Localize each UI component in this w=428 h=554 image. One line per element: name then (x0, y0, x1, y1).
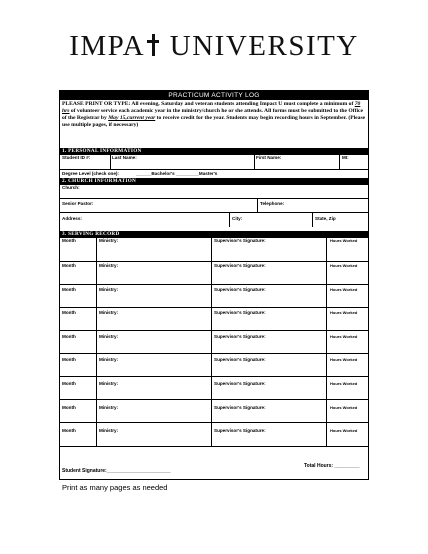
hours-worked-label: Hours Worked (330, 334, 358, 339)
divider (326, 307, 327, 330)
divider (326, 238, 327, 261)
divider (96, 261, 97, 284)
divider (326, 422, 327, 446)
divider (60, 307, 368, 308)
ministry-label: Ministry: (99, 238, 119, 243)
month-label: Month (62, 428, 76, 433)
divider (339, 155, 340, 169)
hours-worked-label: Hours Worked (330, 381, 358, 386)
divider (60, 330, 368, 331)
divider (326, 399, 327, 422)
section-personal-heading: 1. PERSONAL INFORMATION (60, 148, 368, 155)
ministry-label: Ministry: (99, 428, 119, 433)
instructions-part2: of volunteer service each academic year in the ministry/church he or she attends. All forms must be submitted to the Office of the Registrar by (62, 108, 363, 122)
month-label: Month (62, 405, 76, 410)
divider (96, 284, 97, 307)
divider (211, 307, 212, 330)
ministry-label: Ministry: (99, 357, 119, 362)
month-label: Month (62, 357, 76, 362)
ministry-label: Ministry: (99, 263, 119, 268)
divider (211, 376, 212, 399)
degree-label: Degree Level (check one): (62, 171, 119, 176)
divider (326, 376, 327, 399)
divider (96, 422, 97, 446)
divider (60, 446, 368, 447)
divider (229, 212, 230, 227)
divider (60, 376, 368, 377)
divider (326, 261, 327, 284)
cross-icon (146, 34, 160, 56)
month-label: Month (62, 310, 76, 315)
divider (60, 261, 368, 262)
supervisor-signature-label: Supervisor's Signature: (214, 357, 266, 362)
total-hours[interactable]: Total Hours: _________ (304, 463, 360, 469)
practicum-form (59, 90, 369, 480)
divider (211, 284, 212, 307)
last-name-label: Last Name: (112, 155, 137, 160)
section-serving-heading: 3. SERVING RECORD (60, 231, 368, 238)
hours-worked-label: Hours Worked (330, 405, 358, 410)
divider (326, 284, 327, 307)
divider (96, 353, 97, 376)
divider (211, 261, 212, 284)
divider (96, 307, 97, 330)
divider (211, 238, 212, 261)
section-church-heading: 2. CHURCH INFORMATION (60, 178, 368, 185)
telephone-label: Telephone: (260, 201, 285, 206)
divider (326, 330, 327, 353)
divider (211, 330, 212, 353)
divider (60, 212, 368, 213)
logo-text-start: IMPA (69, 30, 146, 62)
divider (60, 198, 368, 199)
instructions-part1: PLEASE PRINT OR TYPE: All evening, Saturday and veteran students attending Impact U must complete a minimum of (62, 101, 355, 107)
hours-worked-label: Hours Worked (330, 310, 358, 315)
student-id-label: Student ID #: (62, 155, 91, 160)
state-zip-label: State, Zip (315, 216, 336, 221)
divider (60, 399, 368, 400)
mi-label: MI: (342, 155, 349, 160)
ministry-label: Ministry: (99, 405, 119, 410)
month-label: Month (62, 334, 76, 339)
divider (60, 284, 368, 285)
supervisor-signature-label: Supervisor's Signature: (214, 334, 266, 339)
month-label: Month (62, 238, 76, 243)
divider (60, 422, 368, 423)
student-signature[interactable]: Student Signature:_______________________ (62, 468, 171, 474)
supervisor-signature-label: Supervisor's Signature: (214, 287, 266, 292)
ministry-label: Ministry: (99, 287, 119, 292)
form-title: PRACTICUM ACTIVITY LOG (60, 91, 368, 100)
supervisor-signature-label: Supervisor's Signature: (214, 310, 266, 315)
divider (96, 376, 97, 399)
divider (96, 238, 97, 261)
hours-worked-label: Hours Worked (330, 263, 358, 268)
hours-worked-label: Hours Worked (330, 357, 358, 362)
divider (211, 353, 212, 376)
divider (326, 353, 327, 376)
required-hours: 70 hrs (62, 101, 361, 115)
divider (211, 399, 212, 422)
divider (96, 330, 97, 353)
divider (211, 422, 212, 446)
deadline: May 15,current year (108, 115, 156, 122)
degree-options[interactable]: ______Bachelor's _________Master's (136, 171, 218, 176)
city-label: City: (232, 216, 243, 221)
supervisor-signature-label: Supervisor's Signature: (214, 263, 266, 268)
divider (257, 198, 258, 212)
university-logo (0, 30, 428, 63)
hours-worked-label: Hours Worked (330, 287, 358, 292)
first-name-label: First Name: (256, 155, 282, 160)
supervisor-signature-label: Supervisor's Signature: (214, 238, 266, 243)
hours-worked-label: Hours Worked (330, 238, 358, 243)
ministry-label: Ministry: (99, 381, 119, 386)
month-label: Month (62, 287, 76, 292)
hours-worked-label: Hours Worked (330, 428, 358, 433)
divider (110, 155, 111, 169)
ministry-label: Ministry: (99, 310, 119, 315)
ministry-label: Ministry: (99, 334, 119, 339)
divider (254, 155, 255, 169)
instructions-part3: to receive credit for the year. Students may begin recording hours in September. (Please use multiple pages, if necessary) (62, 115, 366, 129)
month-label: Month (62, 263, 76, 268)
month-label: Month (62, 381, 76, 386)
divider (312, 212, 313, 227)
supervisor-signature-label: Supervisor's Signature: (214, 405, 266, 410)
form-instructions (62, 101, 366, 129)
supervisor-signature-label: Supervisor's Signature: (214, 381, 266, 386)
divider (96, 399, 97, 422)
church-label: Church: (62, 185, 80, 190)
senior-pastor-label: Senior Pastor: (62, 201, 94, 206)
divider (60, 353, 368, 354)
footer-note: Print as many pages as needed (62, 483, 168, 492)
divider (60, 169, 368, 170)
supervisor-signature-label: Supervisor's Signature: (214, 428, 266, 433)
address-label: Address: (62, 216, 82, 221)
logo-text-end: UNIVERSITY (161, 30, 359, 62)
